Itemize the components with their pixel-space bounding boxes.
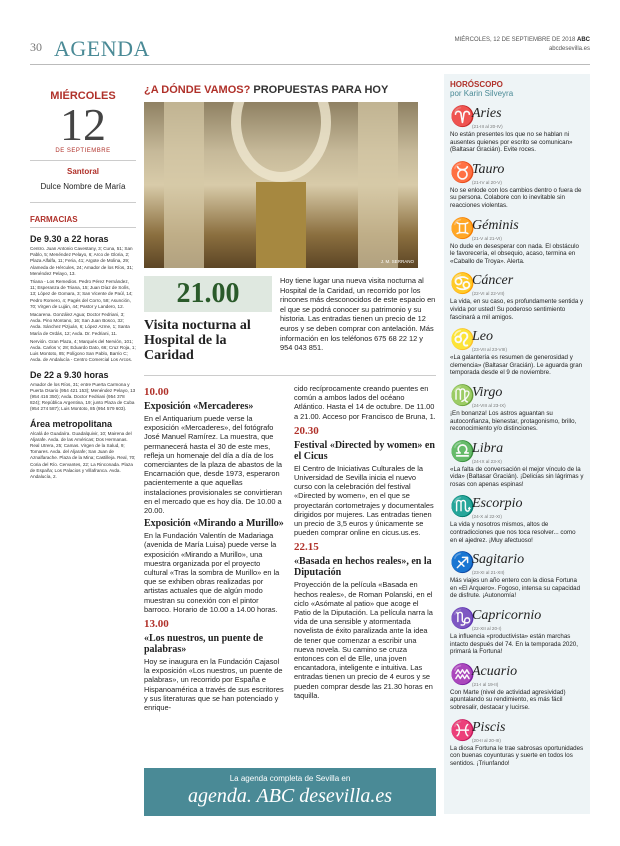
right-column (444, 74, 590, 814)
horoscope-sign (450, 661, 584, 712)
zodiac-icon: ♎ (450, 438, 475, 463)
page-number: 30 (30, 40, 42, 54)
center-divider (144, 375, 436, 376)
sign-text: La vida y nosotros mismos, altos de contradicciones que nos toca resolver... como en el ajedrez. ¡Muy afectuoso! (450, 521, 576, 544)
sign-name: Sagitario (472, 552, 525, 568)
sign-name: Cáncer (472, 273, 514, 289)
horoscope-sign (450, 273, 584, 321)
sign-text: No dude en desesperar con nada. El obstáculo le favorecería, el obsequio, acaso, termina en «Caballo de Troya». Alerta. (450, 242, 579, 265)
sign-name: Acuario (472, 663, 518, 679)
sign-name: Leo (472, 329, 493, 345)
sign-text: La influencia «productivista» están marchas intacto después del 74. En la temporada 2020, primará la Fortuna! (450, 633, 578, 656)
sign-text: ¡En bonanza! Los astros aguantan su autoconfianza, bienestar, protagonismo, brillo, reconocimiento y/o distinciones. (450, 409, 577, 433)
sign-text: La diosa Fortuna le trae sabrosas oportunidades con buenas coyunturas y suerte en todos los sentidos. ¡Triunfando! (450, 744, 584, 767)
sign-dates: (21-V al 21-VI) (472, 235, 502, 241)
sign-dates: (24-X al 22-XI) (472, 514, 502, 520)
zodiac-icon: ♐ (450, 550, 475, 575)
horoscope-author: por Karin Silveyra (450, 89, 514, 98)
santoral-name: Dulce Nombre de María (40, 182, 126, 191)
kicker-rest: PROPUESTAS PARA HOY (253, 84, 389, 96)
date-text: MIÉRCOLES, 12 DE SEPTIEMBRE DE 2018 (454, 37, 576, 43)
sign-name: Escorpio (472, 496, 523, 512)
header-divider (30, 64, 590, 65)
event-headline: «Basada en hechos reales», en la Diputación (294, 556, 432, 579)
horoscope-sign (450, 382, 584, 433)
sign-name: Aries (472, 106, 502, 121)
event-headline: Exposición «Mercaderes» (144, 401, 254, 412)
horoscope-sign (450, 215, 584, 266)
sign-dates: (23-VII al 23-VIII) (472, 347, 507, 353)
event-text: Hoy se inaugura en la Fundación Cajasol la exposición «Los nuestros, un puente de palabras», un recorrido por España e Hispanoamérica a través de sus escritores y sus literaturas que se han potenciado y enrique- (144, 657, 284, 713)
sign-text: «La galantería es resumen de generosidad y clemencia» (Baltasar Gracián). Le aguarda gran temporada desde el 9 de noviembre. (450, 354, 583, 377)
sign-name: Piscis (472, 719, 506, 735)
sign-dates: (21-IV al 20-V) (472, 179, 502, 185)
signs-list (450, 106, 584, 767)
sign-dates: (20-II al 20-III) (472, 737, 501, 743)
kicker-highlight: ¿A DÓNDE VAMOS? (144, 84, 251, 96)
sign-dates: (22-XII al 20-I) (472, 626, 502, 632)
sign-text: «La falta de conversación el mejor vínculo de la vida» (Baltasar Gracián). ¡Delicias sin lágrimas y rosas con apenas espinas! (450, 465, 584, 488)
event-time: 10.00 (144, 386, 169, 398)
sign-text: No se enlode con los cambios dentro o fuera de su persona. Colabore con lo inevitable sin reacciones violentas. (450, 186, 582, 209)
sign-name: Libra (472, 440, 504, 456)
horoscope-sign (450, 106, 584, 154)
horoscope-sign (450, 329, 584, 377)
sign-name: Tauro (472, 161, 505, 177)
feature-text: Hoy tiene lugar una nueva visita nocturna al Hospital de la Caridad, un recorrido por los rincones más desconocidos de este espacio en el que se podrá conocer su patrimonio y su historia. Las entradas tienen un precio de 12 euros y se deben comprar con antelación. Más información en los teléfonos 675 68 22 12 y 954 043 851. (280, 276, 436, 353)
sign-name: Capricornio (472, 608, 542, 624)
sign-dates: (23-XI al 21-XII) (472, 570, 505, 576)
farmacias-list (30, 234, 136, 480)
event-headline: «Los nuestros, un puente de palabras» (144, 633, 264, 656)
sign-dates: (24-VIII al 23-IX) (472, 402, 506, 408)
day-name: MIÉRCOLES (50, 90, 116, 102)
event-time: 13.00 (144, 618, 169, 631)
horoscope-sign (450, 438, 584, 489)
horoscope-sign (450, 608, 584, 656)
farmacia-heading: De 22 a 9.30 horas (30, 369, 109, 380)
section-title: AGENDA (54, 36, 150, 61)
center-column (144, 74, 436, 712)
events-left (144, 382, 286, 712)
sign-dates: (21-I al 19-II) (472, 681, 499, 687)
feature-time: 21.00 (144, 276, 272, 312)
paper-name: ABC (577, 37, 590, 43)
day-number: 12 (60, 99, 106, 150)
farmacia-text: Macarena. González Agua; Doctor Fedriani, 3; Avda. Pino Montano, 16; San Juan Bosco, 32; Avda. Sánchez Pizjuán, 6; López Azme, 1; Santa María de Ordás, 12; Avda. Dr. Fedriani, 11. (30, 312, 130, 336)
event-text: cido recíprocamente creando puentes en común a ambos lados del océano Atlántico. Hasta el 14 de octubre. De 11.00 a 21.00. Acceso por Francisco de Bruna, 1. (294, 384, 436, 421)
zodiac-icon: ♓ (450, 717, 475, 742)
event-text: En la Fundación Valentín de Madariaga (avenida de María Luisa) puede verse la exposición «Mirando a Murillo», una muestra organizada por el proyecto cultural «Tras la sombra de Murillo» en la que se exhiben obras realizadas por artistas actuales que de algún modo muestran su conexión con el pintor barroco. Horario de 10.00 a 14.00 horas. (144, 531, 280, 614)
zodiac-icon: ♈ (450, 104, 475, 128)
church-photo (144, 102, 418, 268)
banner-line2: agenda. ABC desevilla.es (187, 785, 393, 807)
event-text: El Centro de Iniciativas Culturales de la Universidad de Sevilla inicia el nuevo curso con la celebración del festival «Directed by women», en el que se proyectarán cortometrajes y documentales dirigidos por mujeres. Las entradas tienen un precio de 3,5 euros y únicamente se pueden comprar online en cicus.us.es. (294, 463, 434, 538)
zodiac-icon: ♋ (450, 271, 475, 296)
horoscope-box (444, 74, 590, 814)
center-kicker (144, 84, 436, 96)
zodiac-icon: ♑ (450, 606, 475, 631)
photo-credit: J. M. SERRANO (380, 259, 414, 264)
horoscope-sign (450, 717, 584, 768)
zodiac-icon: ♉ (450, 159, 475, 184)
horoscope-sign (450, 159, 584, 210)
sign-dates: (21-III al 20-IV) (472, 124, 503, 129)
zodiac-icon: ♊ (450, 215, 475, 240)
event-headline: Festival «Directed by women» en el Cicus (294, 439, 435, 462)
event-headline: Exposición «Mirando a Murillo» (144, 518, 284, 530)
zodiac-icon: ♌ (450, 327, 475, 352)
farmacia-heading: De 9.30 a 22 horas (30, 234, 109, 244)
agenda-banner[interactable] (144, 768, 436, 816)
feature-left (144, 276, 272, 363)
date-line (455, 36, 590, 54)
sign-dates: (24-IX al 23-X) (472, 458, 502, 464)
farmacias-title: FARMACIAS (30, 215, 136, 228)
santoral-box (30, 160, 136, 203)
event-time: 20.30 (294, 424, 319, 437)
sign-text: Más viajes un año entero con la diosa Fortuna en «El Arquero». Fogoso, intensa su capacidad de disfrute. ¡Autonomía! (450, 577, 581, 600)
horoscope-sign (450, 496, 584, 544)
farmacia-text: Centro. Juan Antonio Cavestany, 3; Cuna, 51; San Pablo, 5; Menéndez Pelayo, 6; Arco de Gloria, 2; Plaza Alfalfa, 11; Feria, 41; Argote de Molina, 29; Alameda de Hércules, 24; Amador de los Ríos, 31; Menéndez Pelayo, 13. (30, 246, 134, 276)
sign-text: No están presentes los que no se hablan ni ausentes quienes por escrito se comunican» (Baltasar Gracián). Evite roces. (450, 131, 573, 154)
left-column (30, 74, 136, 480)
zodiac-icon: ♒ (450, 661, 475, 686)
farmacia-text: Nervión. Gran Plaza, 4; Marqués del Nervión, 101; Avda. Carlos V, 28; Eduardo Dato, 66; Cruz Roja, 1; Luis Montoto, 85; Polígono San Pablo, Barrio C; Avda. de Andalucía - Centro Comercial Los Arcos. (30, 338, 136, 363)
farmacia-text: Triana - Los Remedios. Pedro Pérez Fernández, 11; Esperanza de Triana, 15; Juan Díaz de Solís, 13; López de Gomara, 3; San Vicente de Paúl, 14; Pedro Romero, 4; Pagés del Corro, 58; Asunción, 70; Virgen de Luján, 44; Pastor y Landero, 12. (30, 279, 133, 309)
feature-row (144, 276, 436, 363)
zodiac-icon: ♍ (450, 382, 475, 407)
sign-text: La vida, en su caso, es profundamente sentida y vivida por usted! Su poderoso sentimiento fascinará a mil amigos. (450, 298, 584, 321)
farmacia-heading: Área metropolitana (30, 418, 113, 429)
sign-dates: (22-VI al 22-VII) (472, 291, 505, 297)
month: DE SEPTIEMBRE (55, 148, 111, 154)
sign-text: Con Marte (nivel de actividad agresividad) apuntalando su rendimiento, es más fácil sobresalir, destacar y lucirse. (450, 688, 566, 711)
zodiac-icon: ♏ (450, 494, 475, 519)
events-columns (144, 382, 436, 712)
horoscope-sign (450, 552, 584, 600)
farmacia-text: Alcalá de Guadaíra. Guadalquivir, 10; Mairena del Aljarafe. Avda. de las Américas; Dos Hermanas. Real Utrera, 25; Camas. Virgen de la Salud, 9; Tomares. Avda. del Aljarafe; San Juan de Aznalfarache. Plaza de la Mina; Castilleja. Real, 70; Coria del Río. Cervantes, 22; La Rinconada. Plaza de España; Los Palacios y Villafranca. Avda. Andalucía, 2. (30, 430, 136, 480)
event-time: 22.15 (294, 541, 319, 554)
horoscope-title: HORÓSCOPO (450, 80, 503, 89)
event-text: En el Antiquarium puede verse la exposición «Mercaderes», del fotógrafo José Manuel Ramírez. La muestra, que permanecerá hasta el 30 de este mes, refleja un homenaje del día a día de los comerciantes de la plaza de abastos de la Encarnación que, desde 1973, esperaron pacientemente a que aquellas instalaciones provisionales se convirtieran en el mercado que es hoy día. De 10.00 a 20.00. (144, 414, 283, 516)
sign-name: Virgo (472, 384, 503, 400)
site-name: abcdesevilla.es (548, 46, 590, 52)
sign-name: Géminis (472, 217, 519, 233)
events-right (294, 382, 436, 712)
santoral-title: Santoral (66, 167, 99, 176)
feature-headline: Visita nocturna al Hospital de la Caridad (144, 318, 251, 363)
event-text: Proyección de la película «Basada en hechos reales», de Roman Polanski, en el ciclo «Asómate al patio» que acoge el Patio de la Diputación. La película narra la vida de una sensible y atormentada novelista de éxito paralizada ante la idea de tener que comenzar a escribir una nueva novela. Su camino se cruza entonces con el de Elle, una joven encantadora, inteligente e intuitiva. Las entradas tienen un precio de 4 euros y se pueden comprar desde las 21.30 horas en taquilla. (294, 580, 433, 700)
farmacia-text: Amador de los Ríos, 31; entre Puerta Carmona y Puerta Osario (954 421 153); Menéndez Pelayo, 13 (954 416 350); Avda. Doctor Fedriani (954 378 824); República Argentina, 19; junto Plaza de Cuba (954 274 587); Luis Montoto, 85 (954 579 603). (30, 381, 136, 412)
banner-line1: La agenda completa de Sevilla en (229, 774, 351, 783)
